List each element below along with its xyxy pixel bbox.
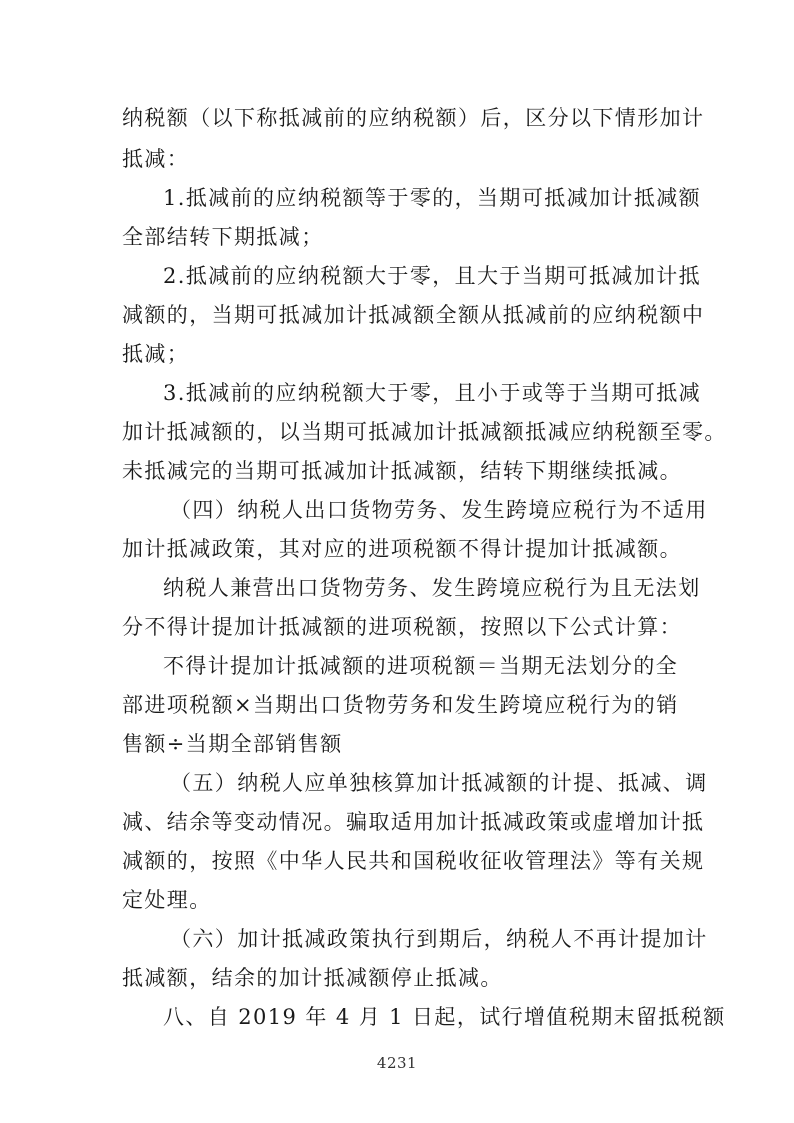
text-line: 部进项税额×当期出口货物劳务和发生跨境应税行为的销 bbox=[122, 693, 679, 717]
text-line: 减额的，按照《中华人民共和国税收征收管理法》等有关规 bbox=[122, 849, 705, 873]
text-line: 3.抵减前的应纳税额大于零，且小于或等于当期可抵减 bbox=[163, 381, 702, 405]
text-line: 抵减额，结余的加计抵减额停止抵减。 bbox=[122, 966, 503, 990]
text-line: 2.抵减前的应纳税额大于零，且大于当期可抵减加计抵 bbox=[163, 264, 702, 288]
text-line: 纳税额（以下称抵减前的应纳税额）后，区分以下情形加计 bbox=[122, 106, 705, 130]
text-line: 1.抵减前的应纳税额等于零的，当期可抵减加计抵减额 bbox=[163, 186, 702, 210]
text-line: 减、结余等变动情况。骗取适用加计抵减政策或虚增加计抵 bbox=[122, 810, 705, 834]
text-line: 减额的，当期可抵减加计抵减额全额从抵减前的应纳税额中 bbox=[122, 303, 705, 327]
text-line: 不得计提加计抵减额的进项税额＝当期无法划分的全 bbox=[163, 654, 679, 678]
text-line: 定处理。 bbox=[122, 888, 212, 912]
text-line: 抵减； bbox=[122, 342, 190, 366]
page-number: 4231 bbox=[376, 1054, 418, 1072]
text-line: 加计抵减政策，其对应的进项税额不得计提加计抵减额。 bbox=[122, 537, 682, 561]
text-line: 未抵减完的当期可抵减加计抵减额，结转下期继续抵减。 bbox=[122, 459, 682, 483]
text-line: 加计抵减额的，以当期可抵减加计抵减额抵减应纳税额至零。 bbox=[122, 420, 727, 444]
text-line: （四）纳税人出口货物劳务、发生跨境应税行为不适用 bbox=[170, 498, 708, 522]
text-line: 抵减： bbox=[122, 147, 190, 171]
text-line: （五）纳税人应单独核算加计抵减额的计提、抵减、调 bbox=[170, 771, 708, 795]
text-line: 八、自 2019 年 4 月 1 日起，试行增值税期末留抵税额 bbox=[163, 1005, 726, 1029]
text-line: （六）加计抵减政策执行到期后，纳税人不再计提加计 bbox=[170, 927, 708, 951]
text-line: 全部结转下期抵减； bbox=[122, 225, 324, 249]
text-line: 售额÷当期全部销售额 bbox=[122, 732, 343, 756]
text-line: 分不得计提加计抵减额的进项税额，按照以下公式计算： bbox=[122, 615, 682, 639]
text-line: 纳税人兼营出口货物劳务、发生跨境应税行为且无法划 bbox=[163, 576, 701, 600]
